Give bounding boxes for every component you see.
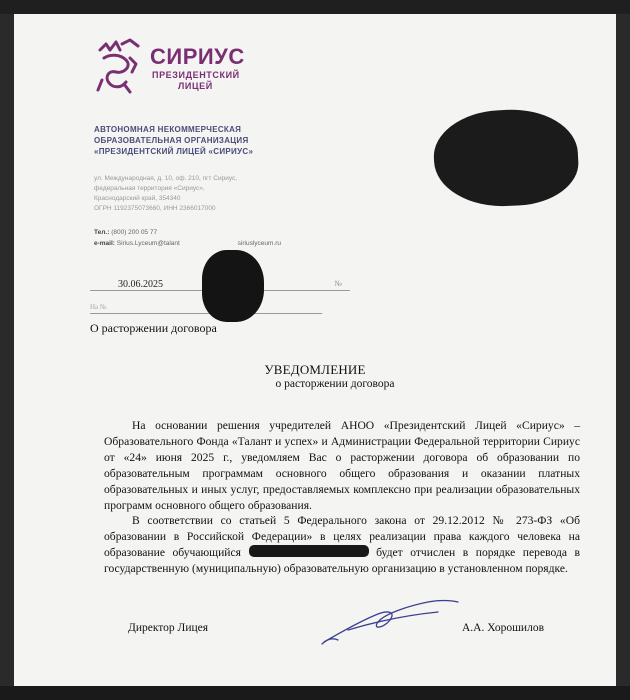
brand-sub-line2: ЛИЦЕЙ [178,81,213,91]
org-line: «ПРЕЗИДЕНТСКИЙ ЛИЦЕЙ «СИРИУС» [94,147,254,156]
org-line: ОБРАЗОВАТЕЛЬНАЯ ОРГАНИЗАЦИЯ [94,136,249,145]
body-paragraph-2-start: В соответствии со статьей 5 Федерального закона от 29.12.2012 № 273-ФЗ «Об образовании в Российской Федерации» в целях реализации права каждого человека на образование обучающийся [104,514,580,560]
organization-address [94,174,294,214]
photo-bottom-edge [0,686,630,700]
document-date: 30.06.2025 [118,279,163,290]
notice-subtitle: о расторжении договора [275,378,395,390]
photo-top-edge [0,0,630,14]
address-line: ОГРН 1192375073660, ИНН 2366017000 [94,205,216,212]
body-paragraph-2-end: будет отчислен в порядке перевода в государственную (муниципальную) образовательную организацию в установленном порядке. [104,546,580,576]
reference-number-label: На № [90,303,107,311]
notice-title: УВЕДОМЛЕНИЕ [264,362,366,377]
redaction-number [202,250,264,322]
brand-wordmark [150,44,245,92]
signatory-name: А.А. Хорошилов [462,622,544,634]
organization-contacts [94,227,334,249]
body-paragraph-1: На основании решения учредителей АНОО «Президентский Лицей «Сириус» – Образовательного Фонда «Талант и успех» и Администрации Федеральной территории Сириус от «24» июня 2025 г., уведомляем Вас о расторжении договора об образовании по образовательным программам основного общего образования и оказании платных образовательных и иных услуг, предоставляемых комплексно при реализации образовательных программ основного общего образования. [104,419,580,512]
address-line: федеральная территория «Сириус», [94,185,205,192]
organization-name [94,124,294,157]
brand-sub-line1: ПРЕЗИДЕНТСКИЙ [152,70,240,80]
letter-subject: О расторжении договора [90,321,217,335]
phone-line [94,227,334,238]
redaction-student-name [249,545,369,557]
notice-body [104,418,580,577]
handwritten-signature [318,594,478,650]
body-paragraph-2 [104,513,580,577]
number-label: № [334,279,342,288]
brand-name: СИРИУС [150,44,245,69]
phone-label: Тел.: [94,229,110,236]
email-line [94,238,334,249]
signatory-position: Директор Лицея [128,622,209,634]
phone-value: (800) 200 05 77 [111,229,158,236]
address-line: ул. Международная, д. 10, оф. 210, пгт Сириус, [94,175,238,182]
email-label: e-mail: [94,240,115,247]
email-tail: siriuslyceum.ru [237,240,281,247]
sirius-logo-icon [94,36,142,94]
org-line: АВТОНОМНАЯ НЕКОММЕРЧЕСКАЯ [94,125,242,134]
address-line: Краснодарский край, 354340 [94,195,181,202]
email-value: Sirius.Lyceum@talant [116,240,180,247]
